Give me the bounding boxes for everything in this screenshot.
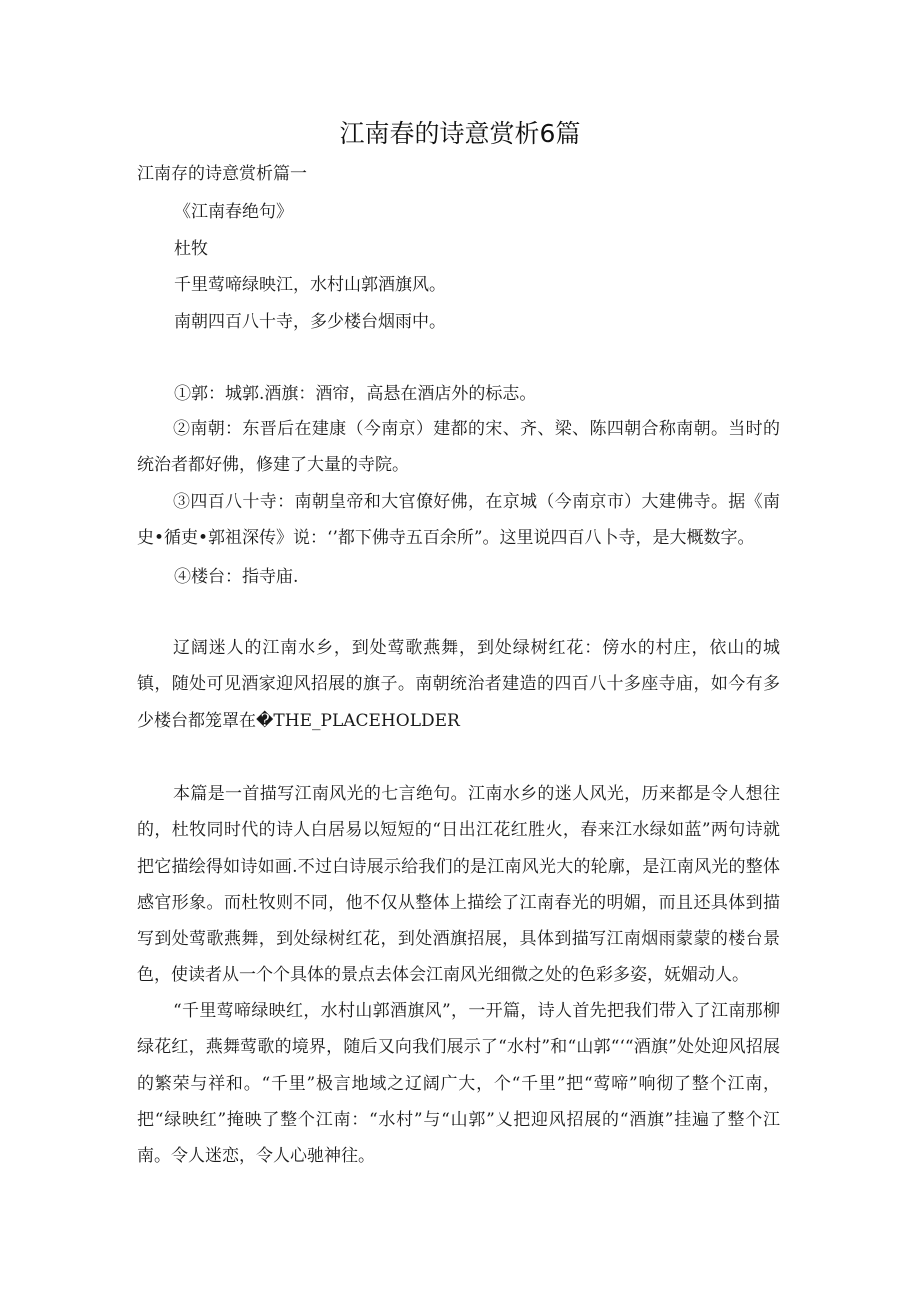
analysis-paragraph-1: 本篇是一首描写江南风光的七言绝句。江南水乡的迷人风光，历来都是令人想往的，杜牧同时代的诗人白居易以短短的“日出江花红胜火，春来江水绿如蓝”两句诗就把它描绘得如诗如画.不过白诗展示给我们的是江南风光大的轮廓，是江南风光的整体感官形象。而杜牧则不同，他不仅从整体上描绘了江南春光的明媚，而且还具体到描写到处莺歌燕舞，到处绿树红花，到处酒旗招展，具体到描写江南烟雨蒙蒙的楼台景色，使读者从一个个具体的景点去体会江南风光细微之处的色彩多姿，妩媚动人。: [137, 784, 780, 986]
note-3: ③四百八十寺：南朝皇帝和大官僚好佛，在京城（今南京市）大建佛寺。据《南史•循吏•郭祖深传》说：‘’都下佛寺五百余所”。这里说四百八卜寺，是大概数字。: [137, 492, 780, 548]
page-title: 江南春的诗意赏析6篇: [339, 119, 581, 148]
poem-title: 《江南春绝句》: [174, 202, 293, 222]
poem-author: 杜牧: [174, 239, 208, 259]
poem-line-2: 南朝四百八十寺，多少楼台烟雨中。: [174, 312, 446, 332]
note-2: ②南朝：东晋后在建康（今南京）建都的宋、齐、梁、陈四朝合称南朝。当时的统治者都好佛，修建了大量的寺院。: [137, 419, 780, 475]
section-heading: 江南存的诗意赏析篇一: [137, 164, 307, 184]
note-1: ①郭：城郭.酒旗：酒帘，高悬在酒店外的标志。: [174, 384, 537, 404]
analysis-paragraph-2: “千里莺啼绿映红，水村山郭酒旗风”，一开篇，诗人首先把我们带入了江南那柳绿花红，燕舞莺歌的境界，随后又向我们展示了“水村”和“山郭“‘“酒旗”处处迎风招展的繁荣与祥和。“千里”极言地域之辽阔广大，个“千里”把“莺啼”响彻了整个江南，把“绿映红”掩映了整个江南：“水村”与“山郭”乂把迎风招展的“酒旗”挂遍了整个江南。令人迷恋，令人心驰神往。: [137, 1001, 780, 1167]
note-4: ④楼台：指寺庙.: [174, 567, 299, 587]
translation-paragraph: 辽阔迷人的江南水乡，到处莺歌燕舞，到处绿树红花：傍水的村庄，依山的城镇，随处可见酒家迎风招展的旗子。南朝统治者建造的四百八十多座寺庙，如今有多少楼台都笼罩在�THE_PLACEHOLDER: [137, 638, 780, 731]
poem-line-1: 千里莺啼绿映江，水村山郭酒旗风。: [174, 275, 446, 295]
